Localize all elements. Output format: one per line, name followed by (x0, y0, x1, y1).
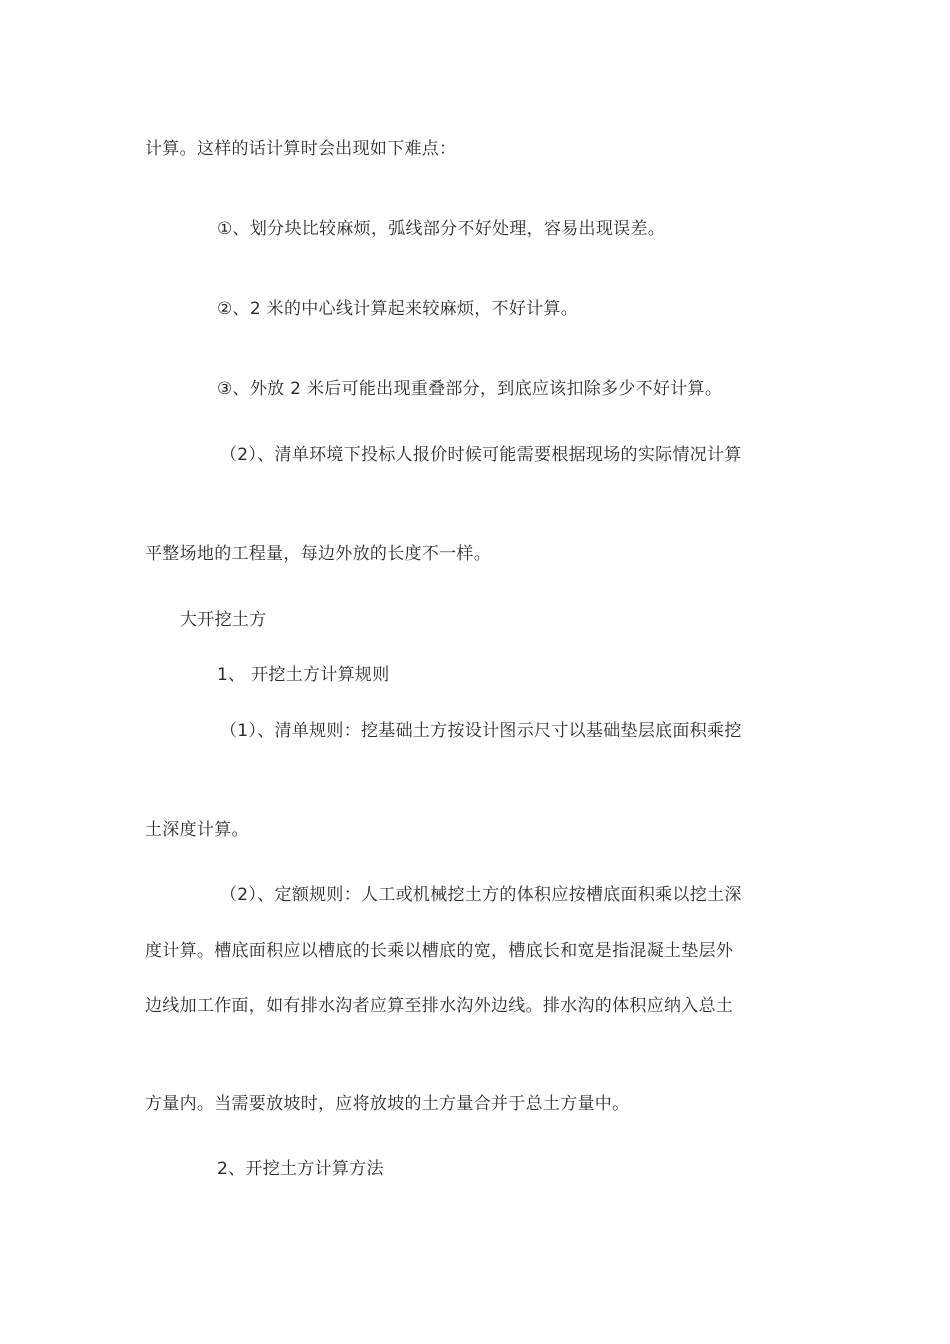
subsection-heading: 2、开挖土方计算方法 (217, 1159, 384, 1179)
paragraph-line: 度计算。槽底面积应以槽底的长乘以槽底的宽，槽底长和宽是指混凝土垫层外 (145, 941, 734, 961)
list-item-difficulty-3: ③、外放 2 米后可能出现重叠部分，到底应该扣除多少不好计算。 (217, 379, 723, 399)
subsection-heading: 1、 开挖土方计算规则 (217, 665, 390, 685)
section-heading: 大开挖土方 (180, 610, 267, 630)
paragraph-line: 平整场地的工程量，每边外放的长度不一样。 (145, 544, 491, 564)
paragraph-line: （1）、清单规则：挖基础土方按设计图示尺寸以基础垫层底面积乘挖 (220, 721, 742, 741)
paragraph-line: 土深度计算。 (145, 820, 249, 840)
paragraph-line: 边线加工作面，如有排水沟者应算至排水沟外边线。排水沟的体积应纳入总土 (145, 996, 734, 1016)
list-item-difficulty-2: ②、2 米的中心线计算起来较麻烦，不好计算。 (217, 299, 579, 319)
paragraph-line: 方量内。当需要放坡时，应将放坡的土方量合并于总土方量中。 (145, 1094, 630, 1114)
paragraph-line: （2）、定额规则：人工或机械挖土方的体积应按槽底面积乘以挖土深 (220, 885, 742, 905)
paragraph-line: 计算。这样的话计算时会出现如下难点： (145, 139, 457, 159)
paragraph-line: （2）、清单环境下投标人报价时候可能需要根据现场的实际情况计算 (220, 445, 742, 465)
list-item-difficulty-1: ①、划分块比较麻烦，弧线部分不好处理，容易出现误差。 (217, 219, 666, 239)
